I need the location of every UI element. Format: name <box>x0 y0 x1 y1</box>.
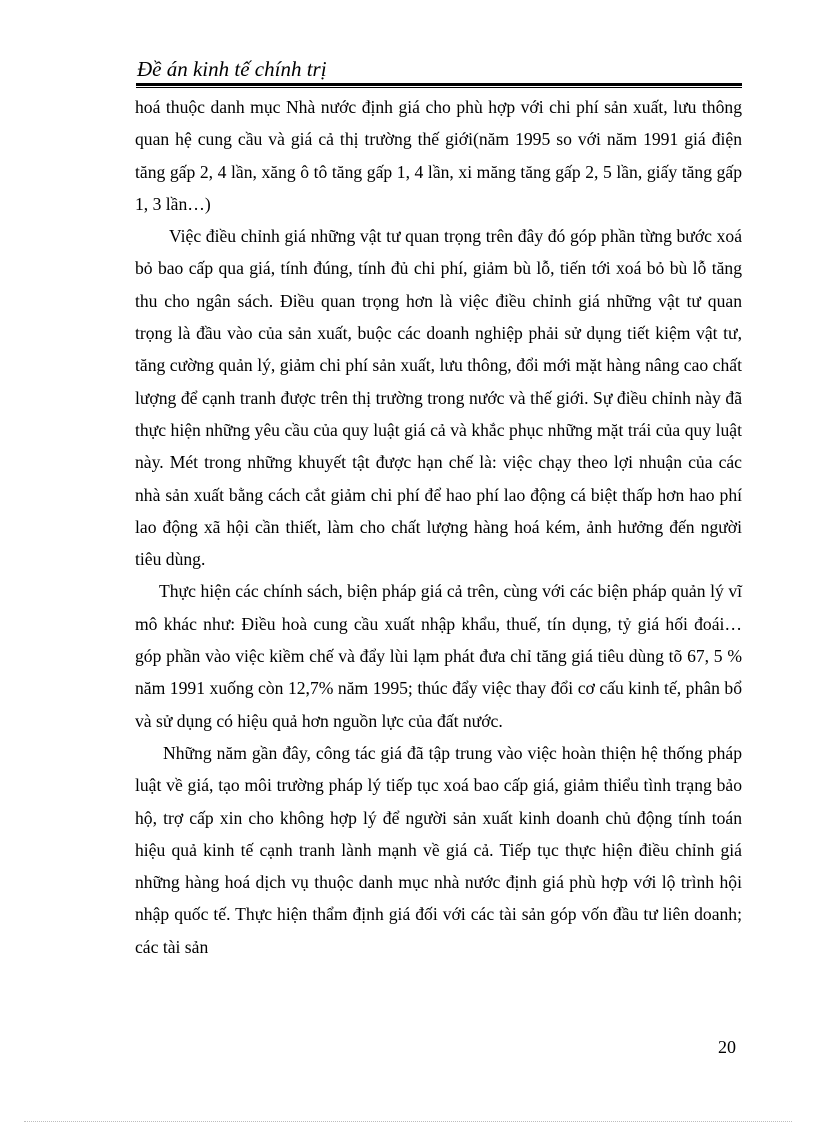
paragraph-3: Thực hiện các chính sách, biện pháp giá cả trên, cùng với các biện pháp quản lý vĩ mô khác như: Điều hoà cung cầu xuất nhập khẩu, thuế, tín dụng, tỷ giá hối đoái… góp phần vào việc kiềm chế và đẩy lùi lạm phát đưa chỉ tăng giá tiêu dùng tõ 67, 5 % năm 1991 xuống còn 12,7% năm 1995; thúc đẩy việc thay đổi cơ cấu kinh tế, phân bổ và sử dụng có hiệu quả hơn nguồn lực của đất nước. <box>135 581 742 731</box>
page-header <box>136 56 742 88</box>
paragraph-2: Việc điều chỉnh giá những vật tư quan trọng trên đây đó góp phần từng bước xoá bỏ bao cấp qua giá, tính đúng, tính đủ chi phí, giảm bù lỗ, tiến tới xoá bỏ bù lỗ tăng thu cho ngân sách. Điều quan trọng hơn là việc điều chỉnh giá những vật tư quan trọng là đầu vào của sản xuất, buộc các doanh nghiệp phải sử dụng tiết kiệm vật tư, tăng cường quản lý, giảm chi phí sản xuất, lưu thông, đổi mới mặt hàng nâng cao chất lượng để cạnh tranh được trên thị trường trong nước và thế giới. Sự điều chỉnh này đã thực hiện những yêu cầu của quy luật giá cả và khắc phục những mặt trái của quy luật này. Mét trong những khuyết tật được hạn chế là: việc chạy theo lợi nhuận của các nhà sản xuất bằng cách cắt giảm chi phí để hao phí lao động cá biệt thấp hơn hao phí lao động xã hội cần thiết, làm cho chất lượng hàng hoá kém, ảnh hưởng đến người tiêu dùng. <box>135 226 742 570</box>
page-number: 20 <box>718 1037 736 1057</box>
page-bottom-dotted-edge <box>24 1121 792 1122</box>
document-title: Đề án kinh tế chính trị <box>137 57 327 81</box>
paragraph-4: Những năm gần đây, công tác giá đã tập trung vào việc hoàn thiện hệ thống pháp luật về giá, tạo môi trường pháp lý tiếp tục xoá bao cấp giá, giảm thiểu tình trạng bảo hộ, trợ cấp xin cho không hợp lý để người sản xuất kinh doanh chủ động tính toán hiệu quả kinh tế cạnh tranh lành mạnh về giá cả. Tiếp tục thực hiện điều chỉnh giá những hàng hoá dịch vụ thuộc danh mục nhà nước định giá phù hợp với lộ trình hội nhập quốc tế. Thực hiện thẩm định giá đối với các tài sản góp vốn đầu tư liên doanh; các tài sản <box>135 742 742 957</box>
body-text <box>135 91 742 963</box>
header-double-rule <box>136 83 742 88</box>
paragraph-1: hoá thuộc danh mục Nhà nước định giá cho phù hợp với chi phí sản xuất, lưu thông quan hệ cung cầu và giá cả thị trường thế giới(năm 1995 so với năm 1991 giá điện tăng gấp 2, 4 lần, xăng ô tô tăng gấp 1, 4 lần, xi măng tăng gấp 2, 5 lần, giấy tăng gấp 1, 3 lần…) <box>135 97 742 214</box>
